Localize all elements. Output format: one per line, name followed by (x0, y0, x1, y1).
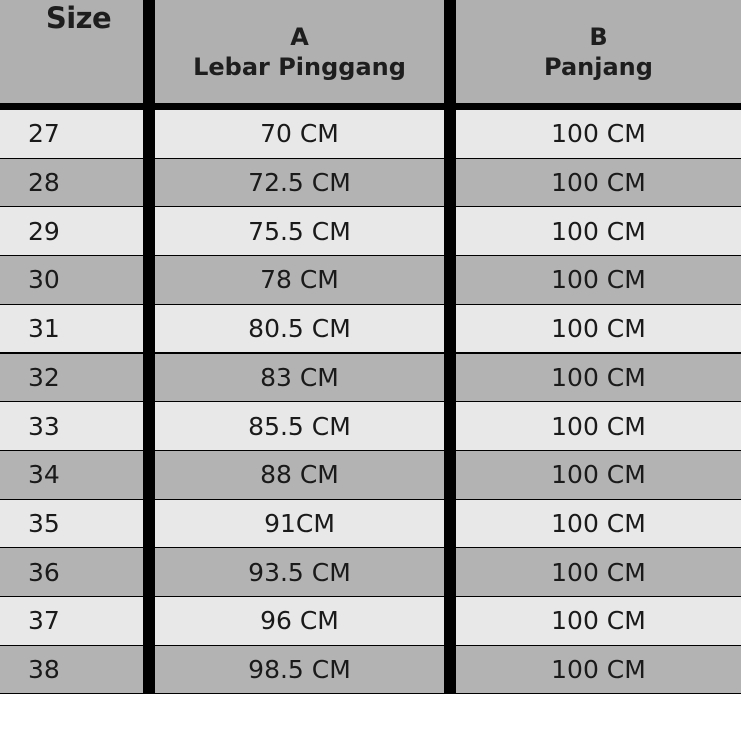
waist-cell (155, 646, 444, 694)
waist-cell (155, 354, 444, 402)
size-cell (0, 110, 143, 158)
waist-cell-text: 80.5 CM (248, 314, 351, 344)
header-size (0, 0, 143, 103)
length-cell-text: 100 CM (551, 655, 646, 685)
waist-cell-text: 70 CM (260, 119, 339, 149)
size-cell-text: 27 (28, 119, 60, 149)
length-cell (456, 451, 741, 499)
length-cell-text: 100 CM (551, 557, 646, 587)
length-cell-text: 100 CM (551, 216, 646, 246)
size-cell (0, 256, 143, 304)
waist-cell (155, 402, 444, 450)
size-cell (0, 451, 143, 499)
size-cell (0, 597, 143, 645)
length-cell (456, 354, 741, 402)
waist-cell (155, 159, 444, 207)
waist-cell-text: 83 CM (260, 362, 339, 392)
size-cell-text: 29 (28, 216, 60, 246)
waist-cell-text: 88 CM (260, 460, 339, 490)
length-cell-text: 100 CM (551, 119, 646, 149)
length-cell (456, 159, 741, 207)
waist-cell-text: 93.5 CM (248, 557, 351, 587)
waist-cell-text: 96 CM (260, 606, 339, 636)
size-cell (0, 500, 143, 548)
waist-cell (155, 597, 444, 645)
length-cell-text: 100 CM (551, 460, 646, 490)
waist-cell-text: 91CM (264, 508, 335, 538)
length-cell-text: 100 CM (551, 168, 646, 198)
length-cell-text: 100 CM (551, 411, 646, 441)
length-cell-text: 100 CM (551, 314, 646, 344)
length-cell (456, 305, 741, 353)
waist-cell-text: 78 CM (260, 265, 339, 295)
size-cell-text: 35 (28, 508, 60, 538)
header-a-letter: A (290, 22, 309, 51)
waist-cell (155, 256, 444, 304)
waist-cell (155, 500, 444, 548)
length-cell (456, 597, 741, 645)
length-cell (456, 402, 741, 450)
size-cell (0, 548, 143, 596)
length-cell-text: 100 CM (551, 508, 646, 538)
size-cell (0, 207, 143, 255)
size-cell (0, 354, 143, 402)
size-cell-text: 32 (28, 362, 60, 392)
header-b-letter: B (589, 22, 608, 51)
length-cell-text: 100 CM (551, 265, 646, 295)
size-cell-text: 33 (28, 411, 60, 441)
waist-cell-text: 98.5 CM (248, 655, 351, 685)
length-cell (456, 500, 741, 548)
waist-cell-text: 85.5 CM (248, 411, 351, 441)
length-cell (456, 646, 741, 694)
size-cell (0, 402, 143, 450)
size-cell (0, 159, 143, 207)
length-cell (456, 548, 741, 596)
waist-cell (155, 110, 444, 158)
size-cell-text: 28 (28, 168, 60, 198)
header-size-label: Size (45, 1, 112, 35)
size-cell (0, 305, 143, 353)
size-cell-text: 38 (28, 655, 60, 685)
length-cell-text: 100 CM (551, 606, 646, 636)
header-a-label: Lebar Pinggang (193, 52, 406, 81)
size-cell-text: 31 (28, 314, 60, 344)
header-b-label: Panjang (544, 52, 653, 81)
length-cell-text: 100 CM (551, 362, 646, 392)
size-cell-text: 36 (28, 557, 60, 587)
header-a (155, 0, 444, 103)
size-cell (0, 646, 143, 694)
length-cell (456, 256, 741, 304)
waist-cell-text: 72.5 CM (248, 168, 351, 198)
header-b (456, 0, 741, 103)
length-cell (456, 110, 741, 158)
length-cell (456, 207, 741, 255)
waist-cell (155, 548, 444, 596)
size-cell-text: 30 (28, 265, 60, 295)
waist-cell (155, 451, 444, 499)
waist-cell (155, 305, 444, 353)
waist-cell-text: 75.5 CM (248, 216, 351, 246)
waist-cell (155, 207, 444, 255)
size-cell-text: 34 (28, 460, 60, 490)
size-cell-text: 37 (28, 606, 60, 636)
